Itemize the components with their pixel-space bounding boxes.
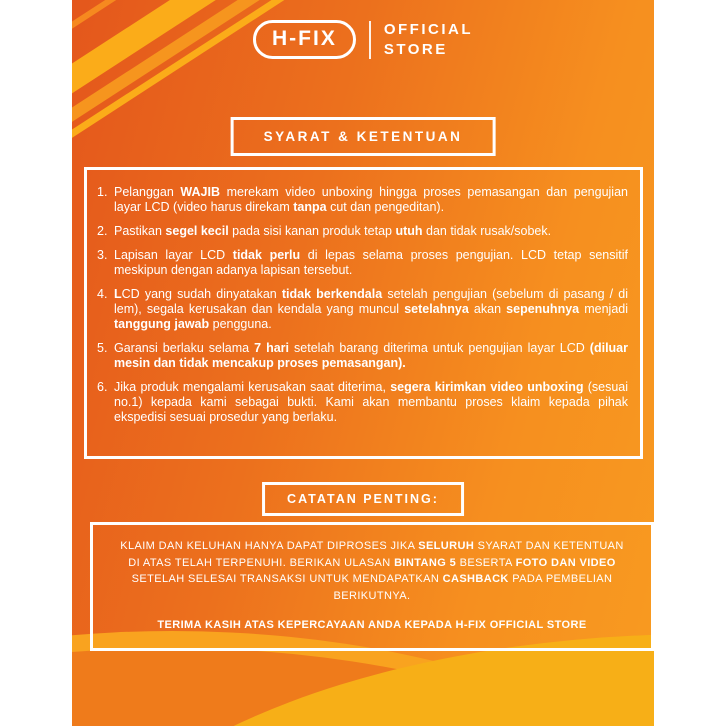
text-segment: Jika produk mengalami kerusakan saat diterima, bbox=[114, 380, 391, 394]
term-number: 5. bbox=[97, 341, 108, 355]
emphasized-text: L bbox=[114, 287, 122, 301]
poster-content bbox=[72, 0, 654, 726]
text-segment: Pastikan bbox=[114, 224, 166, 238]
text-segment: menjadi bbox=[579, 302, 629, 316]
term-text bbox=[114, 185, 628, 215]
term-text bbox=[114, 341, 628, 371]
term-item bbox=[97, 185, 628, 215]
text-segment: BESERTA bbox=[456, 556, 516, 569]
terms-title-label: SYARAT & KETENTUAN bbox=[263, 129, 463, 144]
emphasized-text: 7 hari bbox=[254, 341, 290, 355]
text-segment: Lapisan layar LCD bbox=[114, 248, 233, 262]
terms-list-box bbox=[84, 167, 643, 459]
header-logo-row bbox=[72, 20, 654, 59]
text-segment: Garansi berlaku selama bbox=[114, 341, 255, 355]
text-segment: pada sisi kanan produk tetap bbox=[228, 224, 396, 238]
text-segment: di lepas selama proses pengujian. LCD tetap sensitif meskipun dengan adanya lapisan tersebut. bbox=[114, 248, 628, 277]
term-item bbox=[97, 224, 628, 239]
emphasized-text: (diluar mesin dan tidak mencakup proses pemasangan). bbox=[114, 341, 628, 370]
text-segment: KLAIM DAN KELUHAN HANYA DAPAT DIPROSES JIKA bbox=[120, 540, 419, 552]
hfix-logo-text: H-FIX bbox=[272, 27, 337, 50]
text-segment: PADA PEMBELIAN BERIKUTNYA. bbox=[333, 573, 613, 602]
emphasized-text: utuh bbox=[395, 224, 423, 238]
text-segment: Pelanggan bbox=[114, 185, 181, 199]
footer-note-box bbox=[90, 522, 654, 651]
emphasized-text: BINTANG 5 bbox=[394, 556, 457, 569]
text-segment: SETELAH SELESAI TRANSAKSI UNTUK MENDAPATKAN bbox=[131, 573, 443, 585]
term-text bbox=[114, 380, 628, 425]
terms-list bbox=[97, 185, 628, 425]
term-number: 6. bbox=[97, 380, 108, 394]
emphasized-text: tidak perlu bbox=[232, 248, 301, 262]
emphasized-text: segera kirimkan video unboxing bbox=[390, 380, 584, 394]
text-segment: setelah pengujian (sebelum di pasang / di lem), segala kerusakan dan kendala yang muncul bbox=[114, 287, 629, 316]
text-segment: CD yang sudah dinyatakan bbox=[121, 287, 282, 301]
footer-thanks-line: TERIMA KASIH ATAS KEPERCAYAAN ANDA KEPADA H-FIX OFFICIAL STORE bbox=[157, 619, 587, 631]
term-text bbox=[114, 287, 628, 332]
logo-divider bbox=[369, 21, 371, 59]
term-item bbox=[97, 380, 628, 425]
emphasized-text: CASHBACK bbox=[442, 573, 509, 585]
term-number: 3. bbox=[97, 248, 108, 262]
emphasized-text: sepenuhnya bbox=[506, 302, 580, 316]
emphasized-text: SELURUH bbox=[418, 540, 475, 552]
emphasized-text: segel kecil bbox=[165, 224, 229, 238]
terms-title-box bbox=[231, 117, 496, 156]
term-item bbox=[97, 248, 628, 278]
term-number: 1. bbox=[97, 185, 108, 199]
emphasized-text: tidak berkendala bbox=[281, 287, 383, 301]
term-text bbox=[114, 224, 628, 239]
emphasized-text: setelahnya bbox=[404, 302, 469, 316]
text-segment: SYARAT DAN KETENTUAN DI ATAS TELAH TERPENUHI. BERIKAN ULASAN bbox=[128, 540, 624, 569]
text-segment: merekam video unboxing hingga proses pemasangan dan pengujian layar LCD (video harus direkam bbox=[114, 185, 628, 214]
text-segment: cut dan pengeditan). bbox=[326, 200, 445, 214]
official-store-label bbox=[384, 20, 473, 59]
official-store-line2: STORE bbox=[383, 40, 448, 58]
poster-panel bbox=[72, 0, 654, 726]
footer-claim-paragraph bbox=[113, 538, 631, 604]
term-item bbox=[97, 341, 628, 371]
emphasized-text: FOTO DAN VIDEO bbox=[515, 556, 616, 569]
important-notes-label: CATATAN PENTING: bbox=[287, 492, 439, 506]
text-segment: setelah barang diterima untuk pengujian layar LCD bbox=[289, 341, 590, 355]
emphasized-text: WAJIB bbox=[180, 185, 220, 199]
term-number: 2. bbox=[97, 224, 108, 238]
text-segment: (sesuai no.1) kepada kami sebagai bukti. Kami akan membantu proses klaim kepada pihak ekspedisi sesuai prosedur yang berlaku. bbox=[114, 380, 629, 424]
hfix-logo bbox=[253, 20, 356, 59]
text-segment: pengguna. bbox=[209, 317, 272, 331]
term-text bbox=[114, 248, 628, 278]
text-segment: akan bbox=[468, 302, 507, 316]
term-number: 4. bbox=[97, 287, 108, 301]
text-segment: dan tidak rusak/sobek. bbox=[422, 224, 552, 238]
emphasized-text: tanggung jawab bbox=[114, 317, 210, 331]
official-store-line1: OFFICIAL bbox=[383, 21, 473, 39]
emphasized-text: tanpa bbox=[293, 200, 327, 214]
important-notes-box bbox=[262, 482, 464, 516]
term-item bbox=[97, 287, 628, 332]
